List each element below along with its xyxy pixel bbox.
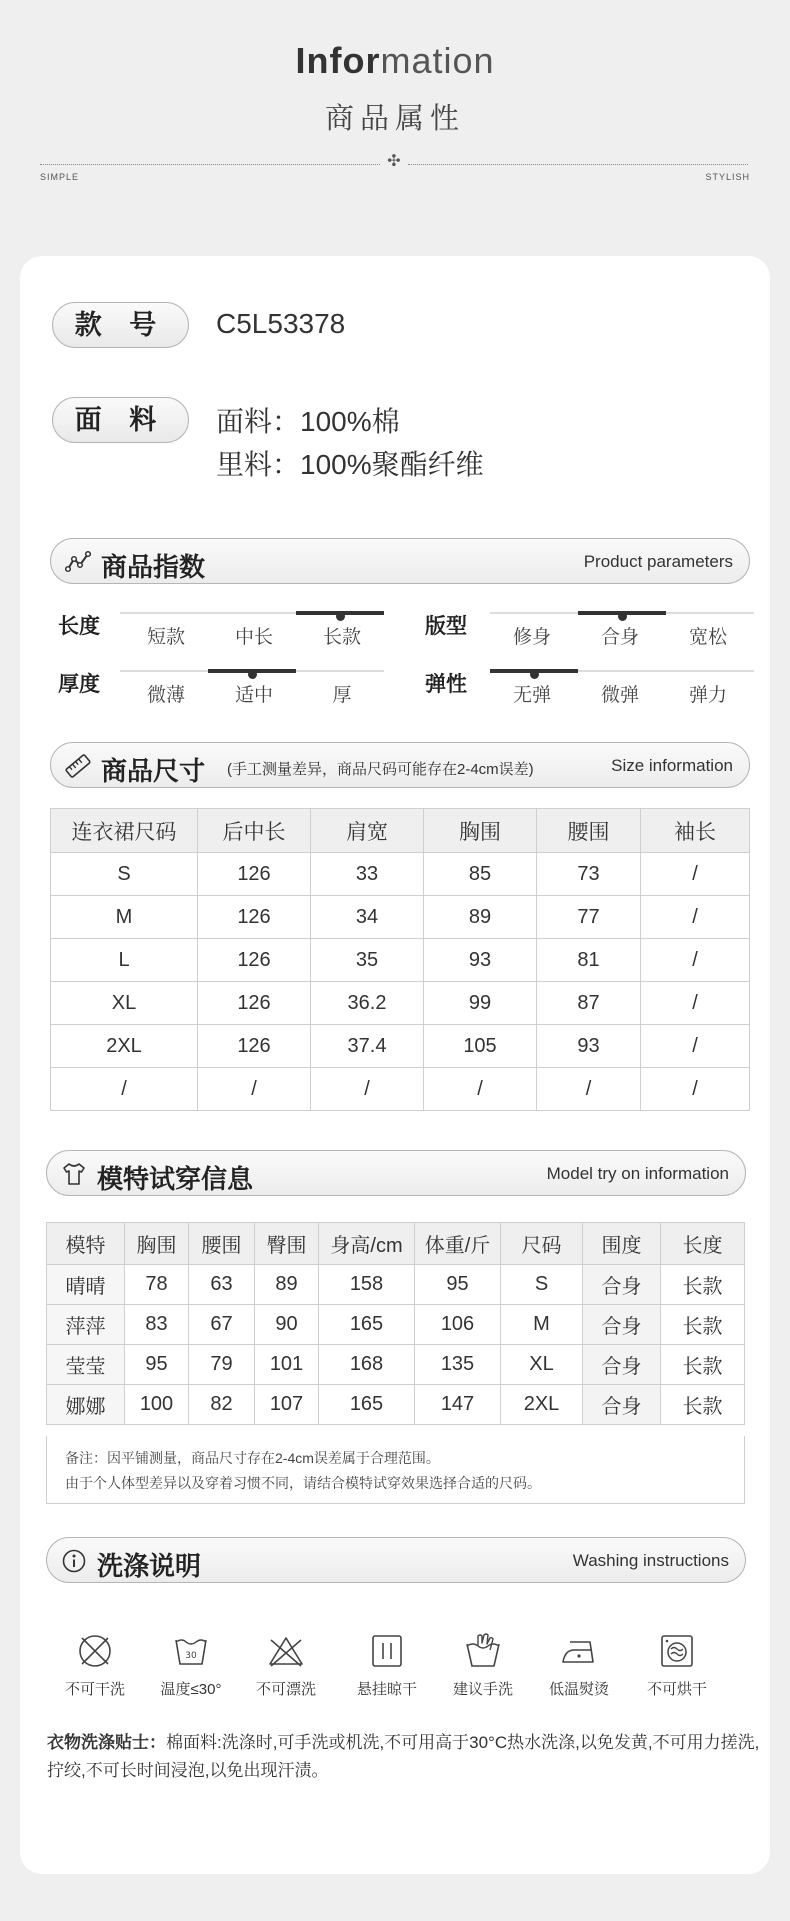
wash-item <box>49 1632 141 1699</box>
table-cell: 合身 <box>583 1265 661 1305</box>
table-cell: 165 <box>319 1385 415 1425</box>
svg-text:30: 30 <box>185 1651 197 1661</box>
index-option: 短款 <box>146 627 185 648</box>
table-cell: 2XL <box>51 1025 198 1068</box>
section-washing <box>46 1537 746 1583</box>
note-line: 备注：因平铺测量，商品尺寸存在2-4cm误差属于合理范围。 <box>65 1450 440 1466</box>
table-row <box>47 1265 745 1305</box>
table-cell: 莹莹 <box>47 1345 125 1385</box>
table-header: 袖长 <box>641 809 750 853</box>
table-cell: 67 <box>189 1305 255 1345</box>
model-table <box>46 1222 745 1425</box>
table-cell: / <box>537 1068 641 1111</box>
table-cell: / <box>198 1068 311 1111</box>
index-selected-dot <box>618 612 627 621</box>
index-label-length: 长度 <box>58 615 100 638</box>
index-selected-dot <box>530 670 539 679</box>
table-row <box>47 1345 745 1385</box>
section-size-information <box>50 742 750 788</box>
table-cell: M <box>501 1305 583 1345</box>
section-note: (手工测量差异，商品尺码可能存在2-4cm误差) <box>227 761 534 778</box>
table-cell: 93 <box>537 1025 641 1068</box>
table-header: 腰围 <box>189 1223 255 1265</box>
table-cell: 126 <box>198 1025 311 1068</box>
table-cell: 168 <box>319 1345 415 1385</box>
table-cell: 85 <box>424 853 537 896</box>
fabric-label: 面 料 <box>52 397 189 443</box>
table-row <box>51 896 750 939</box>
table-cell: 长款 <box>661 1265 745 1305</box>
table-header-row <box>51 809 750 853</box>
size-table <box>50 808 750 1111</box>
wash-label: 不可烘干 <box>646 1681 707 1698</box>
table-cell: S <box>501 1265 583 1305</box>
table-header: 后中长 <box>198 809 311 853</box>
table-row <box>47 1305 745 1345</box>
table-header: 尺码 <box>501 1223 583 1265</box>
hand-wash-icon <box>464 1632 502 1670</box>
table-cell: 2XL <box>501 1385 583 1425</box>
table-cell: M <box>51 896 198 939</box>
index-option: 宽松 <box>688 627 727 648</box>
section-product-parameters <box>50 538 750 584</box>
tshirt-icon <box>61 1161 87 1187</box>
table-cell: 35 <box>311 939 424 982</box>
table-cell: 合身 <box>583 1305 661 1345</box>
table-cell: / <box>424 1068 537 1111</box>
trend-line-icon <box>65 549 91 575</box>
index-option: 适中 <box>234 685 273 706</box>
wash-item <box>533 1632 625 1699</box>
section-title: 商品尺寸 <box>101 756 206 786</box>
table-cell: 147 <box>415 1385 501 1425</box>
index-option: 中长 <box>234 627 273 648</box>
table-cell: 37.4 <box>311 1025 424 1068</box>
table-cell: 95 <box>415 1265 501 1305</box>
table-cell: 萍萍 <box>47 1305 125 1345</box>
ruler-icon <box>65 753 91 779</box>
wash-label: 温度≤30° <box>160 1681 222 1698</box>
table-cell: 158 <box>319 1265 415 1305</box>
index-label-elasticity: 弹性 <box>425 673 467 696</box>
table-header: 连衣裙尺码 <box>51 809 198 853</box>
table-cell: XL <box>501 1345 583 1385</box>
section-title: 洗涤说明 <box>97 1551 202 1581</box>
table-cell: / <box>641 1068 750 1111</box>
header-subtitle: 商品属性 <box>324 103 465 135</box>
section-model-info <box>46 1150 746 1196</box>
index-option: 无弹 <box>512 685 551 706</box>
section-title: 商品指数 <box>101 552 206 582</box>
table-cell: / <box>641 896 750 939</box>
table-header: 胸围 <box>424 809 537 853</box>
table-cell: 89 <box>255 1265 319 1305</box>
index-option: 合身 <box>600 627 639 648</box>
table-cell: 长款 <box>661 1345 745 1385</box>
wash-30-icon <box>172 1632 210 1670</box>
index-option: 长款 <box>322 627 361 648</box>
table-row <box>51 1068 750 1111</box>
table-header: 长度 <box>661 1223 745 1265</box>
table-cell: 105 <box>424 1025 537 1068</box>
section-english: Washing instructions <box>572 1551 729 1570</box>
wash-label: 悬挂晾干 <box>356 1681 417 1698</box>
table-cell: 126 <box>198 939 311 982</box>
table-row <box>51 1025 750 1068</box>
table-cell: 100 <box>125 1385 189 1425</box>
tag-simple: SIMPLE <box>40 172 80 182</box>
table-cell: 90 <box>255 1305 319 1345</box>
table-cell: 106 <box>415 1305 501 1345</box>
table-cell: 99 <box>424 982 537 1025</box>
table-cell: 126 <box>198 853 311 896</box>
index-option: 微弹 <box>600 685 639 706</box>
index-option: 修身 <box>512 627 551 648</box>
table-cell: L <box>51 939 198 982</box>
index-option: 弹力 <box>688 685 727 706</box>
divider-left <box>40 164 380 165</box>
table-row <box>51 939 750 982</box>
table-cell: / <box>51 1068 198 1111</box>
wash-item <box>145 1632 237 1699</box>
wash-item <box>437 1632 529 1699</box>
table-cell: XL <box>51 982 198 1025</box>
header-title: Information <box>295 40 495 81</box>
tip-label: 衣物洗涤贴士： <box>47 1733 166 1752</box>
table-cell: / <box>641 982 750 1025</box>
low-iron-icon <box>560 1632 598 1670</box>
hang-dry-icon <box>368 1632 406 1670</box>
no-dry-clean-icon <box>76 1632 114 1670</box>
wash-item <box>631 1632 723 1699</box>
table-cell: 93 <box>424 939 537 982</box>
table-cell: 87 <box>537 982 641 1025</box>
table-cell: 78 <box>125 1265 189 1305</box>
wash-label: 不可干洗 <box>64 1681 125 1698</box>
table-cell: 77 <box>537 896 641 939</box>
style-number-value: C5L53378 <box>216 308 346 339</box>
table-cell: 107 <box>255 1385 319 1425</box>
table-cell: 合身 <box>583 1345 661 1385</box>
table-cell: 63 <box>189 1265 255 1305</box>
index-option: 微薄 <box>146 685 185 706</box>
section-english: Model try on information <box>546 1164 729 1183</box>
index-selected-dot <box>248 670 257 679</box>
table-cell: 95 <box>125 1345 189 1385</box>
table-cell: 126 <box>198 896 311 939</box>
wash-item <box>240 1632 332 1699</box>
table-cell: / <box>311 1068 424 1111</box>
table-cell: 36.2 <box>311 982 424 1025</box>
section-english: Size information <box>611 756 733 775</box>
table-cell: 73 <box>537 853 641 896</box>
table-cell: 34 <box>311 896 424 939</box>
crosshair-icon: ✣ <box>387 153 401 170</box>
table-cell: / <box>641 1025 750 1068</box>
wash-label: 低温熨烫 <box>548 1681 609 1698</box>
table-cell: 83 <box>125 1305 189 1345</box>
table-cell: / <box>641 939 750 982</box>
wash-label: 建议手洗 <box>452 1681 513 1698</box>
model-note <box>46 1436 745 1504</box>
table-cell: 合身 <box>583 1385 661 1425</box>
table-cell: 101 <box>255 1345 319 1385</box>
table-cell: 长款 <box>661 1385 745 1425</box>
table-header: 围度 <box>583 1223 661 1265</box>
table-cell: 82 <box>189 1385 255 1425</box>
table-cell: 89 <box>424 896 537 939</box>
table-cell: 长款 <box>661 1305 745 1345</box>
table-header: 体重/斤 <box>415 1223 501 1265</box>
style-number-label: 款 号 <box>52 302 189 348</box>
note-line: 由于个人体型差异以及穿着习惯不同，请结合模特试穿效果选择合适的尺码。 <box>65 1475 541 1491</box>
table-header: 身高/cm <box>319 1223 415 1265</box>
table-header: 腰围 <box>537 809 641 853</box>
fabric-outer: 面料：100%棉 <box>216 406 400 437</box>
table-cell: / <box>641 853 750 896</box>
section-title: 模特试穿信息 <box>97 1164 254 1194</box>
table-row <box>47 1385 745 1425</box>
table-cell: 126 <box>198 982 311 1025</box>
table-header: 臀围 <box>255 1223 319 1265</box>
index-label-thickness: 厚度 <box>58 673 100 696</box>
fabric-lining: 里料：100%聚酯纤维 <box>216 449 484 480</box>
table-cell: 135 <box>415 1345 501 1385</box>
table-row <box>51 853 750 896</box>
table-header: 模特 <box>47 1223 125 1265</box>
table-cell: 娜娜 <box>47 1385 125 1425</box>
wash-label: 不可漂洗 <box>255 1681 316 1698</box>
index-label-fit: 版型 <box>425 615 467 638</box>
tip-text: 棉面料:洗涤时,可手洗或机洗,不可用高于30°C热水洗涤,以免发黄,不可用力搓洗,拧绞,不可长时间浸泡,以免出现汗渍。 <box>47 1733 760 1780</box>
table-header: 胸围 <box>125 1223 189 1265</box>
section-english: Product parameters <box>583 552 733 571</box>
table-cell: 晴晴 <box>47 1265 125 1305</box>
index-option: 厚 <box>332 685 352 706</box>
table-cell: 33 <box>311 853 424 896</box>
table-cell: 165 <box>319 1305 415 1345</box>
no-bleach-icon <box>267 1632 305 1670</box>
wash-item <box>341 1632 433 1699</box>
divider-right <box>408 164 748 165</box>
table-cell: 81 <box>537 939 641 982</box>
index-selected-dot <box>336 612 345 621</box>
table-cell: S <box>51 853 198 896</box>
table-row <box>51 982 750 1025</box>
washing-tip <box>47 1729 767 1785</box>
tag-stylish: STYLISH <box>705 172 750 182</box>
table-header-row <box>47 1223 745 1265</box>
info-circle-icon <box>61 1548 87 1574</box>
table-cell: 79 <box>189 1345 255 1385</box>
no-tumble-dry-icon <box>658 1632 696 1670</box>
table-header: 肩宽 <box>311 809 424 853</box>
